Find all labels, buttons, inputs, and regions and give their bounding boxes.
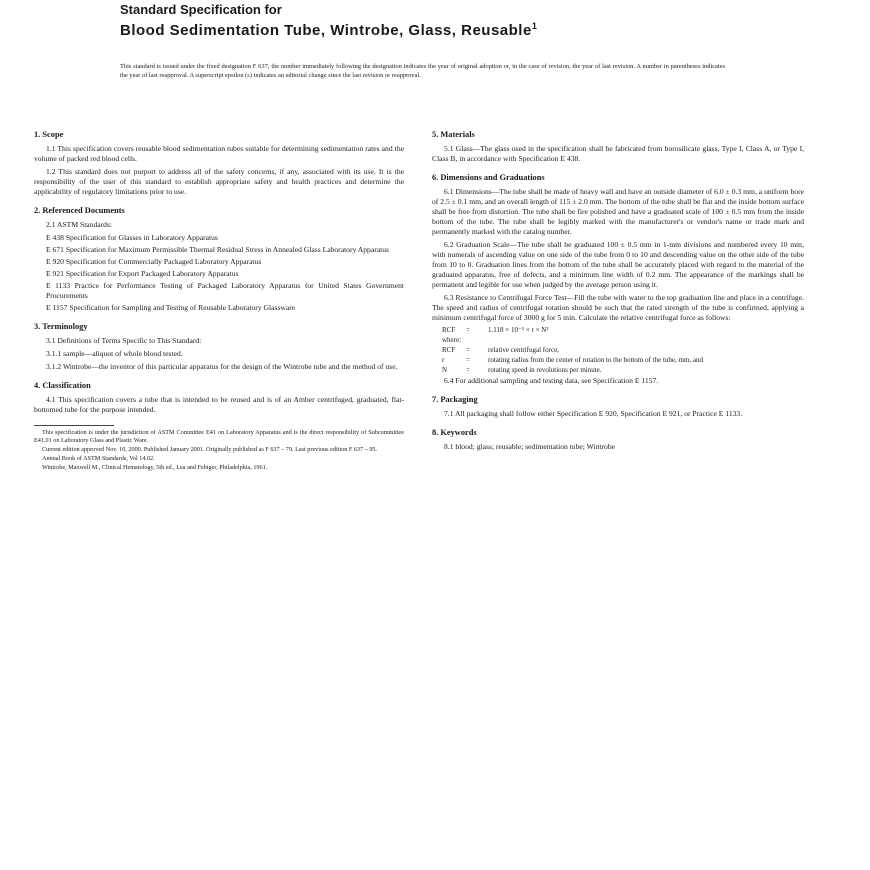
equation-line [442, 346, 804, 355]
paragraph: 8.1 blood; glass; reusable; sedimentation tube; Wintrobe [444, 442, 616, 451]
reference-item: E 921 Specification for Export Packaged Laboratory Apparatus [46, 269, 239, 278]
reference-item: E 438 Specification for Glasses in Laboratory Apparatus [46, 233, 218, 242]
equation-definition: 1.118 × 10⁻⁵ × r × N² [488, 326, 549, 334]
paragraph: 5.1 Glass—The glass used in the specification shall be fabricated from borosilicate glass, Type I, Class A, or Type I, Class B, in accordance with Specification E 438. [432, 144, 804, 163]
equation-equals: = [466, 366, 470, 374]
reference-item: E 920 Specification for Commercially Packaged Laboratory Apparatus [46, 257, 262, 266]
equation-line [442, 336, 804, 345]
title-footnote-marker: 1 [531, 21, 538, 31]
equation-equals [466, 336, 488, 345]
equation-equals: = [466, 356, 470, 364]
section-heading: 1. Scope [34, 130, 64, 139]
footnote: Current edition approved Nov. 10, 2000. Published January 2001. Originally published as F 637 – 79. Last previous edition F 637 – 95. [42, 446, 378, 453]
paragraph: 3.1.2 Wintrobe—the inventor of this particular apparatus for the design of the Wintrobe tube and the method of use. [46, 362, 398, 371]
paragraph: 6.2 Graduation Scale—The tube shall be graduated 100 ± 0.5 mm in 1-mm divisions and numbered every 10 mm, with numerals of ascending value on one side of the tube from 0 to 10 and descending value on the other side of the tube from 10 to 0. Graduation lines from the bottom of the tube shall be accurately placed with regard to the material of the graduated apparatus, free of defects, and a minimum line width of 0.2 mm. The appearance of the markings shall be permanent and legible for use when judged by the average person using it. [432, 240, 804, 289]
paragraph: 3.1.1 sample—aliquot of whole blood tested. [46, 349, 183, 358]
paragraph: 6.3 Resistance to Centrifugal Force Test—Fill the tube with water to the top graduation line and place in a centrifuge. The speed and radius of centrifugal rotation should be such that the rated strength of the tube is confirmed, applying a minimum centrifugal force of 3000 g for 5 min. Calculate the relative centrifugal force as follows: [432, 293, 804, 322]
right-column [432, 130, 804, 455]
left-column [34, 130, 404, 473]
equation-definition: rotating radius from the center of rotation to the bottom of the tube, mm, and [488, 356, 704, 364]
reference-item: E 1133 Practice for Performance Testing of Packaged Laboratory Apparatus for United States Government Procurements [46, 281, 404, 300]
section-heading: 8. Keywords [432, 428, 477, 437]
footnote: Wintrobe, Maxwell M., Clinical Hematology, 5th ed., Lea and Febiger, Philadelphia, 1961. [42, 464, 268, 471]
section-heading: 7. Packaging [432, 395, 478, 404]
document-title [120, 17, 760, 40]
section-heading: 6. Dimensions and Graduations [432, 173, 545, 182]
paragraph: 6.4 For additional sampling and testing data, see Specification E 1157. [444, 376, 659, 385]
section-heading: 4. Classification [34, 381, 91, 390]
reference-item: E 1157 Specification for Sampling and Testing of Reusable Laboratory Glassware [46, 303, 296, 312]
equation-symbol: where: [442, 336, 462, 344]
document-title-prefix: Standard Specification for [120, 2, 282, 17]
section-heading: 2. Referenced Documents [34, 206, 125, 215]
paragraph: 1.1 This specification covers reusable blood sedimentation tubes suitable for determining sedimentation rates and the volume of packed red blood cells. [34, 144, 404, 163]
paragraph: 7.1 All packaging shall follow either Specification E 920, Specification E 921, or Practice E 1133. [444, 409, 743, 418]
paragraph: 1.2 This standard does not purport to address all of the safety concerns, if any, associated with its use. It is the responsibility of the user of this standard to establish appropriate safety and health practices and determine the applicability of regulatory limitations prior to use. [34, 167, 404, 196]
reference-item: E 671 Specification for Maximum Permissible Thermal Residual Stress in Annealed Glass Laboratory Apparatus [46, 245, 389, 254]
equation-equals: = [466, 326, 470, 334]
equation-symbol: r [442, 356, 445, 364]
equation-definition: relative centrifugal force, [488, 346, 559, 354]
footnote: This specification is under the jurisdiction of ASTM Committee E41 on Laboratory Apparatus and is the direct responsibility of Subcommittee E41.01 on Laboratory Glass and Plastic Ware. [34, 429, 404, 444]
equation-symbol: N [442, 366, 448, 374]
paragraph: 4.1 This specification covers a tube that is intended to be reused and is of an Amber centrifuged, graduated, flat-bottomed tube for the purpose intended. [34, 395, 404, 414]
equation-symbol: RCF [442, 346, 456, 354]
paragraph: 6.1 Dimensions—The tube shall be made of heavy wall and have an outside diameter of 6.0 ± 0.3 mm, a uniform bore of 2.5 ± 0.1 mm, and an overall length of 115 ± 2.0 mm. The bottom of the tube shall be flat and the inside bottom surface shall be free from distortion. The tube shall be fire polished and have a graduated scale of 100 ± 0.5 mm from the inside bottom of the tube. The tube shall be legibly marked with the manufacturer's or vendor's name or trade mark and permanently marked with the catalog number. [432, 187, 804, 236]
paragraph: 3.1 Definitions of Terms Specific to This Standard: [46, 336, 202, 345]
document-title-text: Blood Sedimentation Tube, Wintrobe, Glass, Reusable [120, 22, 532, 39]
equation-line [442, 326, 804, 335]
issuance-notice: This standard is issued under the fixed designation F 637; the number immediately following the designation indicates the year of original adoption or, in the case of revision, the year of last revision. A number in parentheses indicates the year of last reapproval. A superscript epsilon (ε) indicates an editorial change since the last revision or reapproval. [120, 63, 725, 79]
footnote: Annual Book of ASTM Standards, Vol 14.02. [42, 455, 155, 462]
section-heading: 3. Terminology [34, 322, 88, 331]
equation-line [442, 366, 804, 375]
equation-definition: rotating speed in revolutions per minute. [488, 366, 602, 374]
section-heading: 5. Materials [432, 130, 475, 139]
document-header [120, 2, 760, 40]
equation-symbol: RCF [442, 326, 456, 334]
equation-definition [488, 336, 804, 345]
equation-equals: = [466, 346, 470, 354]
footnote-rule [34, 425, 114, 426]
equation-line [442, 356, 804, 365]
paragraph: 2.1 ASTM Standards: [46, 220, 113, 229]
